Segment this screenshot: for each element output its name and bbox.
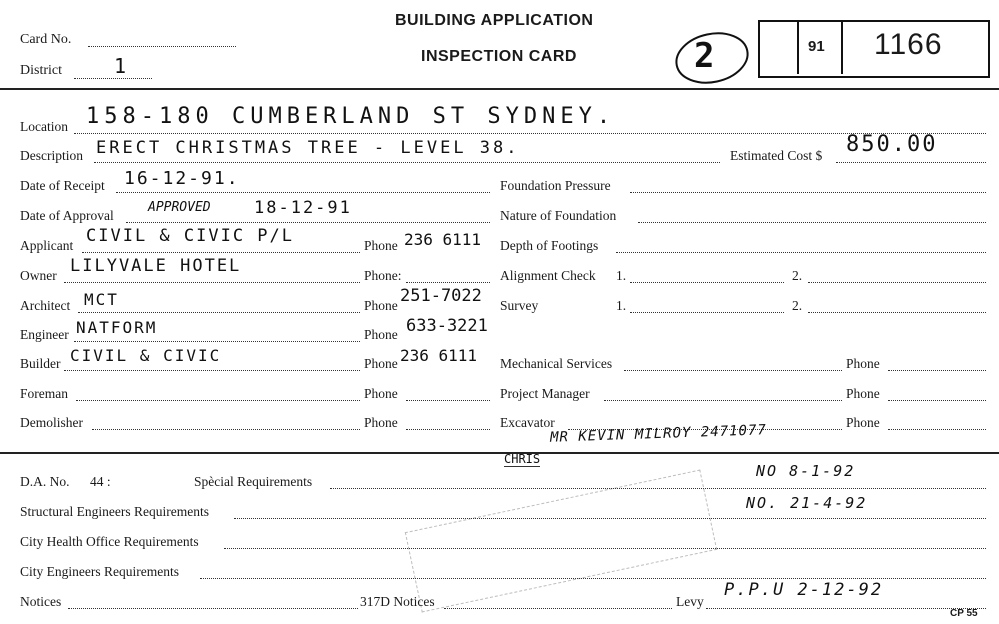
excavator-label: Excavator [500,415,555,430]
city-health-label: City Health Office Requirements [20,534,199,549]
survey-n1: 1. [616,298,627,313]
project-manager-line [604,400,842,401]
notices-label: Notices [20,594,62,609]
excavator-phone-label: Phone [846,415,880,430]
alignment-check-label: Alignment Check [500,268,596,283]
levy-value: P.P.U 2-12-92 [724,580,884,600]
special-requirements-line [330,488,986,489]
applicant-phone-label: Phone [364,238,398,253]
builder-line [64,370,360,371]
applicant-line [82,252,360,253]
depth-of-footings-line [616,252,986,253]
builder-value: CIVIL & CIVIC [70,346,222,365]
survey-line2 [808,312,986,313]
header-divider [0,88,999,90]
nature-of-foundation-line [638,222,986,223]
alignment-check-line1 [630,282,784,283]
survey-label: Survey [500,298,539,313]
engineer-label: Engineer [20,327,69,342]
estimated-cost-label: Estimated Cost $ [730,148,823,163]
location-value: 158-180 CUMBERLAND ST SYDNEY. [86,104,616,129]
notices-line [68,608,358,609]
circled-mark: 2 [694,36,717,76]
description-line [94,162,720,163]
builder-phone-label: Phone [364,356,398,371]
mechanical-phone-label: Phone [846,356,880,371]
foreman-phone-label: Phone [364,386,398,401]
da-no-value: 44 : [90,474,111,489]
builder-label: Builder [20,356,61,371]
alignment-check-n2: 2. [792,268,803,283]
special-note: CHRIS [504,452,541,466]
engineer-phone: 633-3221 [406,316,488,336]
architect-value: MCT [84,290,119,309]
date-of-receipt-value: 16-12-91. [124,168,240,189]
survey-n2: 2. [792,298,803,313]
survey-line1 [630,312,784,313]
architect-label: Architect [20,298,71,313]
levy-line [706,608,986,609]
levy-label: Levy [676,594,704,609]
builder-phone: 236 6111 [400,346,478,365]
demolisher-phone-line [406,429,490,430]
district-label: District [20,63,62,78]
form-code: CP 55 [950,608,978,619]
card-no-line [88,46,236,47]
structural-label: Structural Engineers Requirements [20,504,209,519]
date-of-approval-label: Date of Approval [20,208,114,223]
foundation-pressure-label: Foundation Pressure [500,178,611,193]
engineer-phone-label: Phone [364,327,398,342]
card-no-label: Card No. [20,32,72,47]
demolisher-phone-label: Phone [364,415,398,430]
box-number: 1166 [874,28,943,61]
demolisher-label: Demolisher [20,415,83,430]
notices-317d-line [444,608,672,609]
nature-of-foundation-label: Nature of Foundation [500,208,617,223]
faded-stamp [405,470,717,613]
city-engineers-line [200,578,986,579]
structural-value: NO. 21-4-92 [746,494,868,512]
lower-divider [0,452,999,454]
notices-317d-label: 317D Notices [360,594,435,609]
demolisher-line [92,429,360,430]
estimated-cost-value: 850.00 [846,132,938,157]
city-health-line [224,548,986,549]
approval-stamp: APPROVED [148,200,211,215]
foundation-pressure-line [630,192,986,193]
box-prefix: 91 [808,38,825,55]
special-requirements-value: NO 8-1-92 [756,462,856,480]
city-engineers-label: City Engineers Requirements [20,564,179,579]
mechanical-services-line [624,370,842,371]
title-line2: INSPECTION CARD [421,48,577,65]
mechanical-phone-line [888,370,986,371]
foreman-phone-line [406,400,490,401]
date-of-receipt-label: Date of Receipt [20,178,105,193]
da-no-label: D.A. No. [20,474,70,489]
applicant-value: CIVIL & CIVIC P/L [86,226,294,246]
district-value: 1 [114,54,129,78]
excavator-phone-line [888,429,986,430]
owner-value: LILYVALE HOTEL [70,256,242,276]
alignment-check-n1: 1. [616,268,627,283]
special-requirements-label: Spècial Requirements [194,474,313,489]
contact-note: MR KEVIN MILROY 2471077 [549,422,768,446]
description-label: Description [20,148,83,163]
owner-phone-label: Phone: [364,268,402,283]
depth-of-footings-label: Depth of Footings [500,238,599,253]
district-line [74,78,152,79]
project-manager-phone-line [888,400,986,401]
engineer-value: NATFORM [76,318,158,337]
project-manager-label: Project Manager [500,386,590,401]
applicant-phone: 236 6111 [404,230,482,249]
foreman-line [76,400,360,401]
description-value: ERECT CHRISTMAS TREE - LEVEL 38. [96,138,520,158]
alignment-check-line2 [808,282,986,283]
engineer-line [74,341,360,342]
project-manager-phone-label: Phone [846,386,880,401]
owner-label: Owner [20,268,57,283]
date-of-approval-value: 18-12-91 [254,198,352,218]
date-of-approval-line [126,222,490,223]
applicant-label: Applicant [20,238,74,253]
architect-phone: 251-7022 [400,286,482,306]
owner-phone-line [406,282,490,283]
mechanical-services-label: Mechanical Services [500,356,613,371]
estimated-cost-line [836,162,986,163]
structural-line [234,518,986,519]
location-label: Location [20,119,68,134]
foreman-label: Foreman [20,386,68,401]
architect-line [78,312,360,313]
date-of-receipt-line [116,192,490,193]
title-line1: BUILDING APPLICATION [395,12,594,29]
architect-phone-label: Phone [364,298,398,313]
owner-line [64,282,360,283]
